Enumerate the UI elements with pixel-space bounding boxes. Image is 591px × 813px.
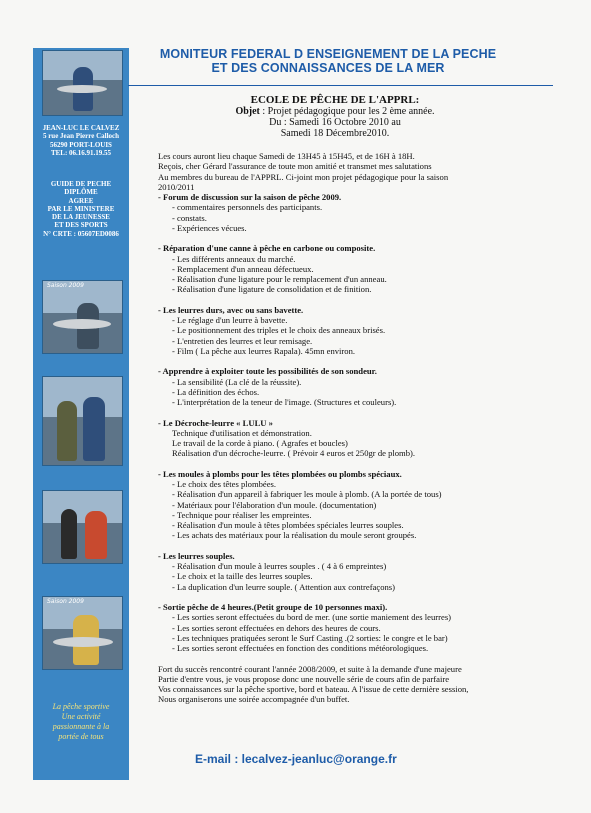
list-item: - La définition des échos.: [172, 386, 260, 397]
date-from: Du : Samedi 16 Octobre 2010 au: [269, 117, 401, 128]
school-title: ECOLE DE PÊCHE DE L'APPRL:: [250, 94, 420, 106]
list-item: - Les sorties seront effectuées en dehors des heures de cours.: [172, 622, 381, 633]
list-item: Le travail de la corde à piano. ( Agrafes et boucles): [172, 438, 348, 448]
list-item: - Les sorties seront effectuées du bord de mer. (une sortie maniement des leurres): [172, 612, 452, 623]
section-decroche-leurre: - Le Décroche-leurre « LULU » Technique d'utilisation et démonstration. Le travail de la corde à piano. ( Agrafes et boucles) Réalisation d'un décroche-leurre. ( Prévoir 4 euros et 250gr de plomb).: [158, 418, 538, 459]
list-item: - Réalisation d'un moule à têtes plombées spéciales leurres souples.: [172, 520, 404, 530]
email-contact[interactable]: E-mail : lecalvez-jeanluc@orange.fr: [195, 752, 397, 766]
list-item: - Film ( La pêche aux leurres Rapala). 45mn environ.: [172, 345, 356, 356]
banner-title: MONITEUR FEDERAL D ENSEIGNEMENT DE LA PECHE ET DES CONNAISSANCES DE LA MER: [159, 47, 497, 75]
photo-caption: Saison 2009: [47, 598, 84, 605]
list-item: - Le choix des têtes plombées.: [172, 479, 277, 489]
closing-line: Partie d'entre vous, je vous propose donc une nouvelle série de cours afin de parfaire: [158, 673, 450, 684]
intro-line: Reçois, cher Gérard l'assurance de toute mon amitié et transmet mes salutations: [158, 161, 432, 172]
photo-caption: Saison 2009: [47, 282, 84, 289]
list-item: - La sensibilité (La clé de la réussite).: [172, 376, 302, 387]
list-item: - Le choix et la taille des leurres souples.: [172, 571, 313, 582]
list-item: - Les achats des matériaux pour la réalisation du moule seront groupés.: [172, 530, 417, 541]
list-item: - Remplacement d'un anneau défectueux.: [172, 263, 314, 274]
intro-line: Les cours auront lieu chaque Samedi de 13H45 à 15H45, et de 16H à 18H.: [158, 151, 415, 161]
list-item: - Expériences vécues.: [172, 222, 247, 233]
list-item: - Réalisation d'un appareil à fabriquer les moule à plomb. (A la portée de tous): [172, 489, 442, 500]
list-item: - Les différents anneaux du marché.: [172, 253, 296, 264]
section-leurres-durs: - Les leurres durs, avec ou sans bavette. - Le réglage d'un leurre à bavette. - Le positionnement des triples et le choix des anneaux brisés. - L'entretien des leurres et leur remisage. - Film ( La pêche aux leurres Rapala). 45mn environ.: [158, 305, 538, 356]
list-item: - Les techniques pratiquées seront le Surf Casting .(2 sorties: le congre et le bar): [172, 632, 448, 643]
photo-fishermen-4: [42, 490, 123, 564]
closing-line: Vos connaissances sur la pêche sportive, bord et bateau. A l'issue de cette dernière session,: [158, 684, 469, 694]
list-item: - Matériaux pour l'élaboration d'un moule. (documentation): [172, 499, 377, 510]
photo-fishermen-3: [42, 376, 123, 466]
document-body: [158, 151, 538, 705]
list-item: - Réalisation d'une ligature de consolidation et de finition.: [172, 284, 372, 295]
guide-info: GUIDE DE PECHE DIPLÔME AGREE PAR LE MINISTERE DE LA JEUNESSE ET DES SPORTS N° CRTE : 05607ED0086: [43, 180, 119, 238]
photo-fisherman-5: [42, 596, 123, 670]
section-moules: - Les moules à plombs pour les têtes plombées ou plombs spéciaux. - Le choix des têtes plombées. - Réalisation d'un appareil à fabriquer les moule à plomb. (A la portée de tous) - Matériaux pour l'élaboration d'un moule. (documentation) - Technique pour réaliser les empreintes. - Réalisation d'un moule à têtes plombées spéciales leurres souples. - Les achats des matériaux pour la réalisation du moule seront groupés.: [158, 469, 538, 541]
list-item: Technique d'utilisation et démonstration.: [172, 427, 312, 438]
section-forum: - Forum de discussion sur la saison de pêche 2009. - commentaires personnels des participants. - constats. - Expériences vécues.: [158, 192, 538, 233]
list-item: - Technique pour réaliser les empreintes.: [172, 509, 312, 520]
photo-fisherman-1: [42, 50, 123, 116]
section-sondeur: - Apprendre à exploiter toute les possibilités de son sondeur. - La sensibilité (La clé de la réussite). - La définition des échos. - L'interprétation de la teneur de l'image. (Structures et couleurs).: [158, 366, 538, 407]
list-item: - commentaires personnels des participants.: [172, 202, 323, 213]
list-item: - Les sorties seront effectuées en fonction des conditions météorologiques.: [172, 643, 429, 653]
slogan: La pêche sportive Une activité passionnante à la portée de tous: [52, 702, 110, 741]
list-item: Réalisation d'un décroche-leurre. ( Prévoir 4 euros et 250gr de plomb).: [172, 448, 416, 459]
section-sortie-peche: - Sortie pêche de 4 heures.(Petit groupe de 10 personnes maxi). - Les sorties seront effectuées du bord de mer. (une sortie maniement des leurres) - Les sorties seront effectuées en dehors des heures de cours. - Les techniques pratiquées seront le Surf Casting .(2 sorties: le congre et le bar) - Les sorties seront effectuées en fonction des conditions météorologiques.: [158, 602, 538, 653]
contact-info: JEAN-LUC LE CALVEZ 5 rue Jean Pierre Calloch 56290 PORT-LOUIS TEL: 06.16.91.19.55: [42, 124, 120, 157]
closing-line: Nous organiserons une soirée accompagnée d'un buffet.: [158, 694, 350, 705]
list-item: - La duplication d'un leurre souple. ( Attention aux contrefaçons): [172, 581, 396, 592]
document-header: [160, 94, 510, 139]
banner-divider: [128, 85, 553, 86]
sidebar: [33, 48, 129, 780]
photo-fisherman-2: [42, 280, 123, 354]
list-item: - Le réglage d'un leurre à bavette.: [172, 315, 288, 325]
list-item: - Réalisation d'un moule à leurres souples . ( 4 à 6 empreintes): [172, 561, 387, 571]
list-item: - Le positionnement des triples et le choix des anneaux brisés.: [172, 325, 386, 336]
list-item: - constats.: [172, 212, 207, 223]
list-item: - Réalisation d'une ligature pour le remplacement d'un anneau.: [172, 274, 387, 284]
closing-line: Fort du succès rencontré courant l'année 2008/2009, et suite à la demande d'une majeure: [158, 663, 462, 674]
list-item: - L'interprétation de la teneur de l'image. (Structures et couleurs).: [172, 397, 397, 407]
section-reparation: - Réparation d'une canne à pêche en carbone ou composite. - Les différents anneaux du marché. - Remplacement d'un anneau défectueux. - Réalisation d'une ligature pour le remplacement d'un anneau. - Réalisation d'une ligature de consolidation et de finition.: [158, 243, 538, 294]
objet-line: Objet : Projet pédagogique pour les 2 ème année.: [235, 106, 435, 117]
section-leurres-souples: - Les leurres souples. - Réalisation d'un moule à leurres souples . ( 4 à 6 empreintes) - Le choix et la taille des leurres souples. - La duplication d'un leurre souple. ( Attention aux contrefaçons): [158, 551, 538, 592]
intro-line: 2010/2011: [158, 181, 195, 192]
intro-line: Au membres du bureau de l'APPRL. Ci-joint mon projet pédagogique pour la saison: [158, 171, 449, 182]
date-to: Samedi 18 Décembre2010.: [280, 128, 390, 139]
list-item: - L'entretien des leurres et leur remisage.: [172, 335, 313, 346]
